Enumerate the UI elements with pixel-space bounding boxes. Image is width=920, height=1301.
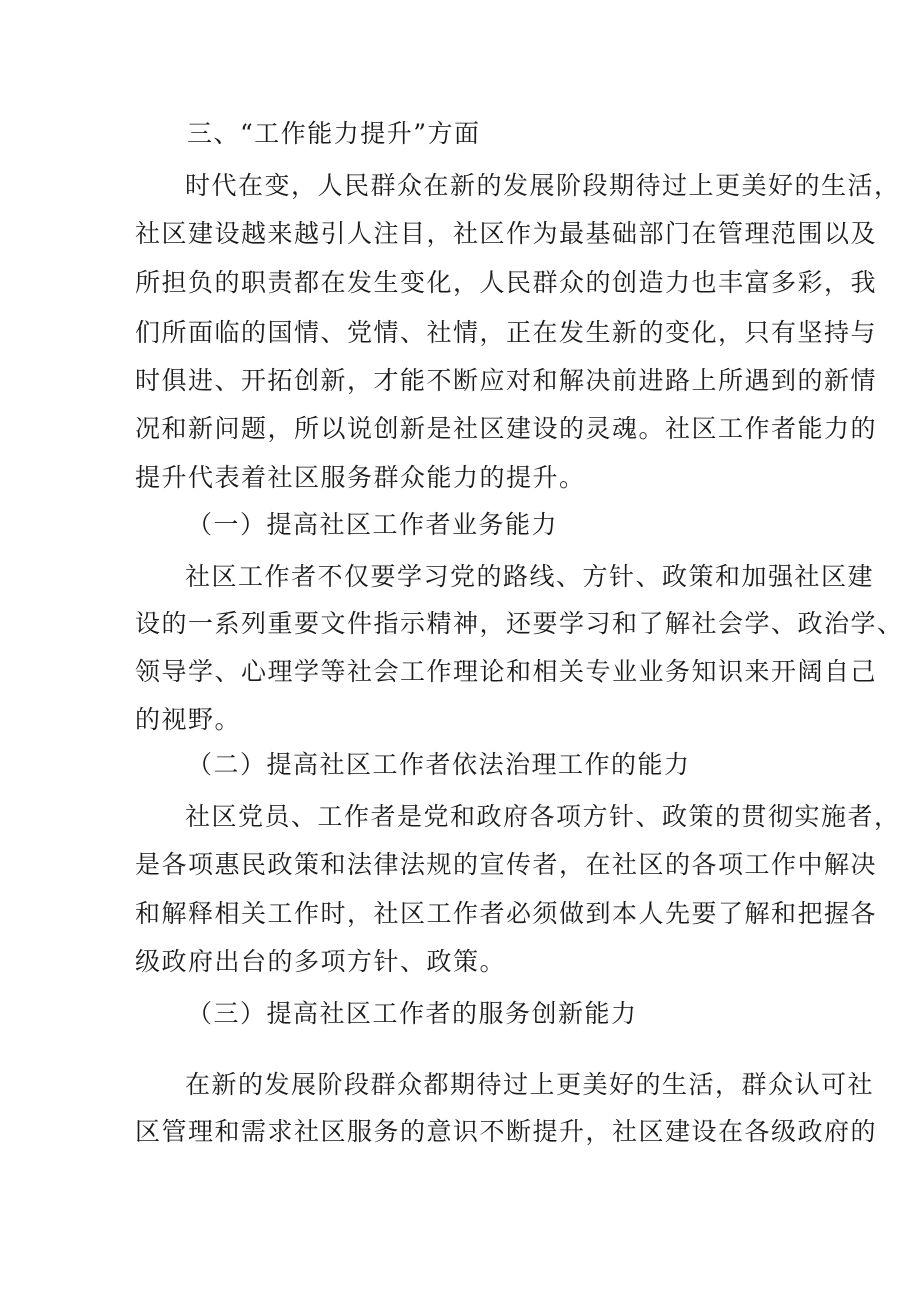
subsection-heading: （一）提高社区工作者业务能力 [187,510,559,539]
paragraph-line: 社区工作者不仅要学习党的路线、方针、政策和加强社区建 [185,562,875,591]
paragraph-line: 领导学、心理学等社会工作理论和相关专业业务知识来开阔自己 [135,657,878,686]
paragraph-line: 级政府出台的多项方针、政策。 [135,947,507,976]
subsection-heading: （二）提高社区工作者依法治理工作的能力 [187,750,691,779]
paragraph-line: 设的一系列重要文件指示精神，还要学习和了解社会学、政治学、 [135,609,904,638]
paragraph-line: 区管理和需求社区服务的意识不断提升，社区建设在各级政府的 [135,1117,878,1146]
paragraph-line: 社区党员、工作者是党和政府各项方针、政策的贯彻实施者， [185,802,901,831]
section-heading: 三、“工作能力提升”方面 [187,119,481,148]
paragraph-line: 的视野。 [135,705,242,734]
paragraph-line: 在新的发展阶段群众都期待过上更美好的生活，群众认可社 [185,1070,875,1099]
paragraph-line: 所担负的职责都在发生变化，人民群众的创造力也丰富多彩，我 [135,268,878,297]
paragraph-line: 况和新问题，所以说创新是社区建设的灵魂。社区工作者能力的 [135,414,878,443]
paragraph-line: 是各项惠民政策和法律法规的宣传者，在社区的各项工作中解决 [135,850,878,879]
paragraph-line: 们所面临的国情、党情、社情，正在发生新的变化，只有坚持与 [135,318,878,347]
paragraph-line: 社区建设越来越引人注目，社区作为最基础部门在管理范围以及 [135,219,878,248]
subsection-heading: （三）提高社区工作者的服务创新能力 [187,999,638,1028]
paragraph-line: 和解释相关工作时，社区工作者必须做到本人先要了解和把握各 [135,899,878,928]
paragraph-line: 时代在变，人民群众在新的发展阶段期待过上更美好的生活， [185,171,901,200]
paragraph-line: 提升代表着社区服务群众能力的提升。 [135,463,586,492]
paragraph-line: 时俱进、开拓创新，才能不断应对和解决前进路上所遇到的新情 [135,366,878,395]
